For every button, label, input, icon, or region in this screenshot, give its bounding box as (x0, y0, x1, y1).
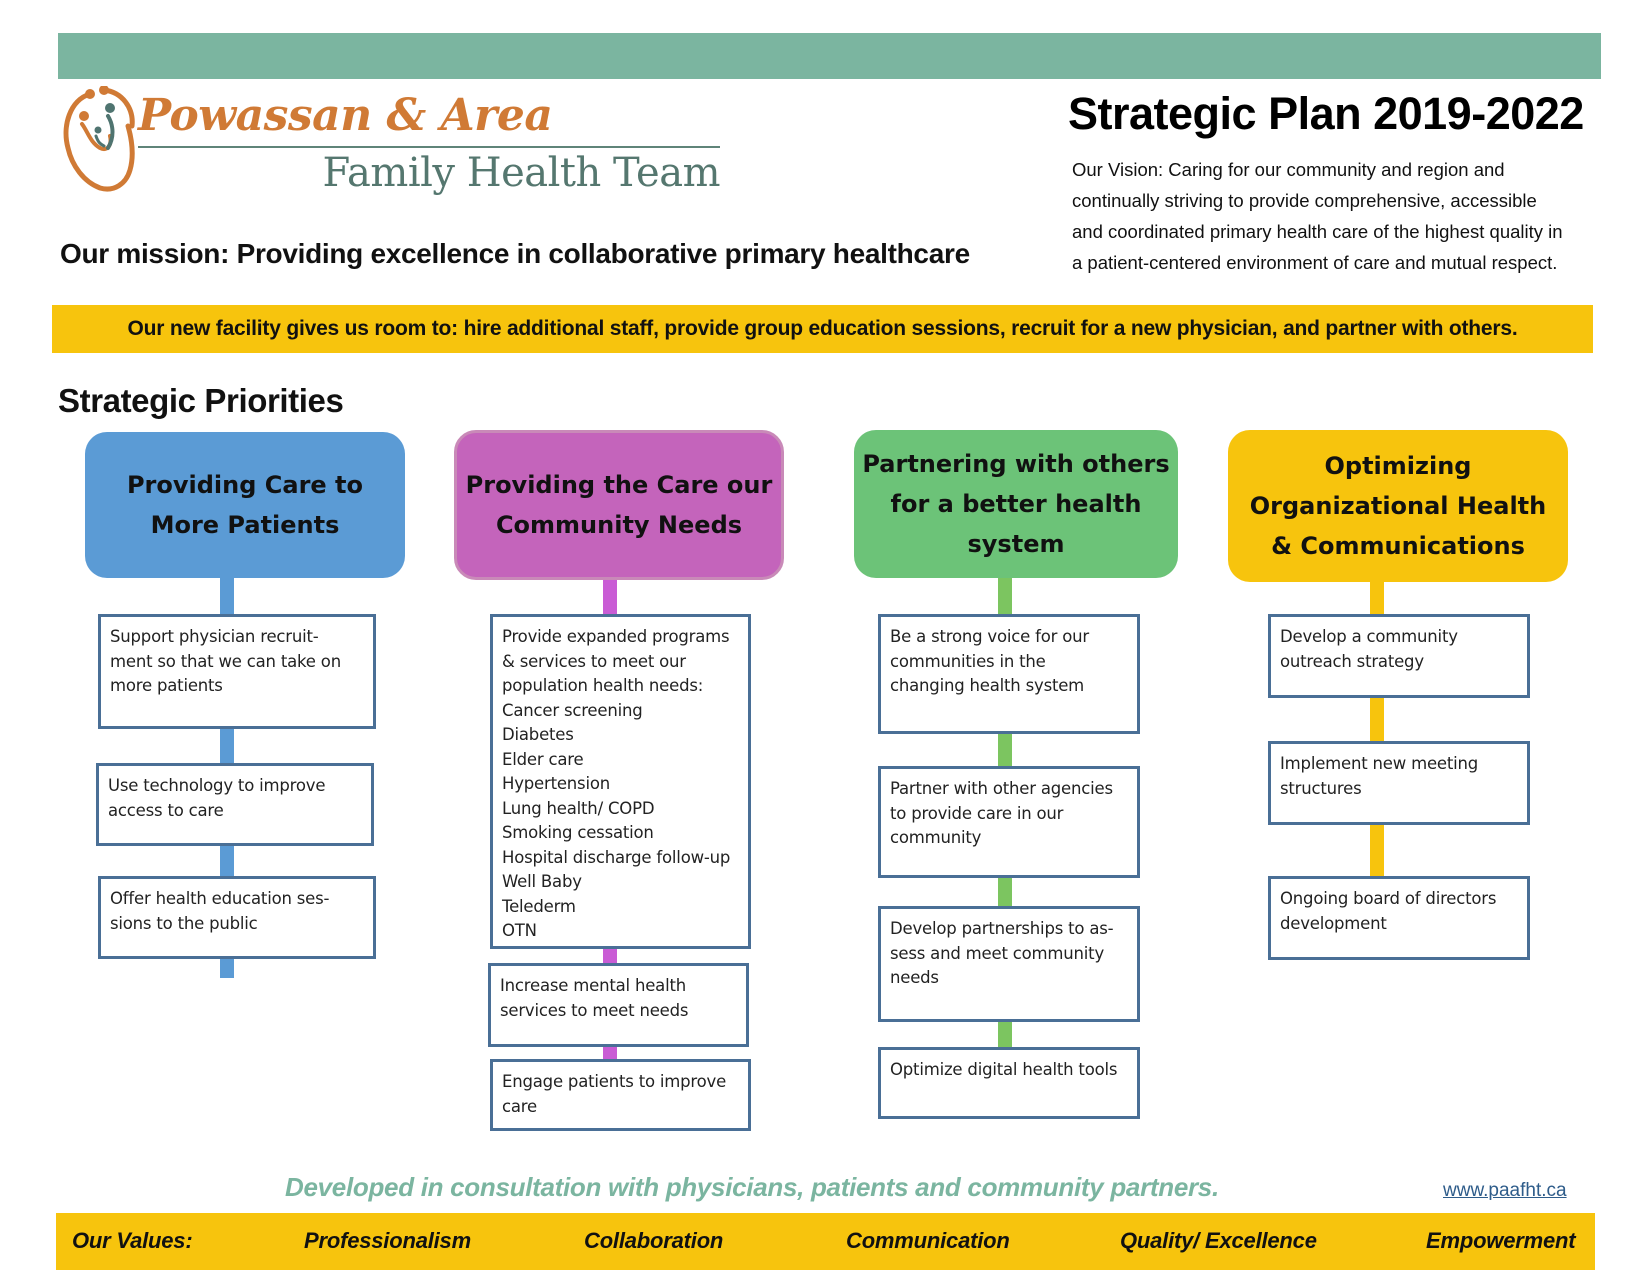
item-line: access to care (108, 800, 224, 820)
logo-divider (138, 146, 720, 148)
item-line: Telederm (502, 896, 576, 916)
item-line: population health needs: (502, 676, 704, 695)
item-line: sions to the public (110, 913, 258, 933)
priority-item (488, 963, 749, 1047)
item-line: Implement new meeting (1280, 754, 1479, 773)
values-label: Our Values: (72, 1228, 193, 1253)
priority-title-line: Organizational Health (1249, 492, 1547, 520)
item-line: communities in the (890, 651, 1046, 671)
priority-header-organizational-health (1228, 430, 1568, 582)
item-line: services to meet needs (500, 1000, 689, 1020)
item-line: Partner with other agencies (890, 779, 1113, 798)
priority-title-line: Community Needs (495, 511, 743, 539)
logo-title: Powassan & Area (138, 90, 553, 141)
priority-item (96, 763, 374, 846)
priority-item (878, 766, 1140, 878)
facility-banner: Our new facility gives us room to: hire additional staff, provide group education sessions, recruit for a new physician, and partner with others. (52, 305, 1593, 353)
item-line: Hypertension (502, 774, 610, 793)
value-item: Quality/ Excellence (1120, 1228, 1317, 1253)
priority-item (878, 614, 1140, 734)
item-line: & services to meet our (502, 651, 686, 671)
vision-statement (1072, 154, 1612, 278)
item-line: care (502, 1096, 537, 1116)
item-line: Develop a community (1280, 627, 1458, 646)
priority-item (1268, 741, 1530, 825)
item-line: Be a strong voice for our (890, 627, 1090, 646)
item-line: Hospital discharge follow-up (502, 847, 731, 867)
item-line: development (1280, 913, 1387, 933)
item-line: Cancer screening (502, 700, 643, 720)
item-line: sess and meet community (890, 943, 1105, 963)
item-line: Increase mental health (500, 976, 686, 995)
header-accent-bar (58, 33, 1601, 79)
stethoscope-family-icon (60, 86, 140, 196)
website-link[interactable]: www.paafht.ca (1443, 1180, 1567, 1201)
value-item: Empowerment (1426, 1228, 1576, 1253)
priority-header-partnering (854, 430, 1178, 578)
priority-title-line: Partnering with others (862, 450, 1170, 478)
priority-title-line: & Communications (1271, 532, 1525, 560)
consultation-note: Developed in consultation with physicians, patients and community partners. (285, 1172, 1219, 1202)
item-line: outreach strategy (1280, 651, 1424, 671)
priority-item (98, 876, 376, 959)
item-line: Provide expanded programs (502, 627, 730, 646)
item-line: Support physician recruit- (110, 627, 319, 646)
vision-line: a patient-centered environment of care and mutual respect. (1072, 252, 1558, 273)
item-line: changing health system (890, 676, 1085, 695)
item-line: needs (890, 968, 939, 987)
item-line: Offer health education ses- (110, 889, 330, 908)
item-line: Use technology to improve (108, 776, 326, 795)
item-line: OTN (502, 921, 537, 940)
item-line: Well Baby (502, 872, 582, 891)
priority-item (490, 614, 751, 949)
item-line: ment so that we can take on (110, 651, 341, 671)
priority-item (878, 1047, 1140, 1119)
priority-title-line: More Patients (150, 511, 340, 539)
mission-statement: Our mission: Providing excellence in collaborative primary healthcare (60, 238, 970, 269)
item-line: structures (1280, 778, 1362, 798)
item-line: Engage patients to improve (502, 1072, 727, 1091)
item-line: Ongoing board of directors (1280, 889, 1497, 908)
logo-subtitle: Family Health Team (322, 150, 720, 196)
priority-header-community-needs (454, 430, 784, 580)
item-line: more patients (110, 676, 223, 695)
values-bar (56, 1213, 1595, 1270)
priority-title-line: Providing the Care our (465, 471, 773, 499)
priority-title-line: Providing Care to (126, 471, 364, 499)
value-item: Collaboration (584, 1228, 724, 1253)
item-line: Diabetes (502, 725, 574, 744)
value-item: Professionalism (304, 1228, 471, 1253)
priority-item (1268, 876, 1530, 960)
vision-line: and coordinated primary health care of the highest quality in (1072, 221, 1563, 242)
page-title: Strategic Plan 2019-2022 (1068, 88, 1584, 139)
item-line: community (890, 828, 982, 847)
priority-item (1268, 614, 1530, 698)
priority-item (490, 1059, 751, 1131)
priority-title-line: system (967, 530, 1065, 558)
priority-item (98, 614, 376, 729)
priority-title-line: Optimizing (1324, 452, 1472, 480)
vision-line: Our Vision: Caring for our community and region and (1072, 159, 1505, 180)
item-line: Optimize digital health tools (890, 1060, 1118, 1079)
priority-header-care-more-patients (85, 432, 405, 578)
section-title-strategic-priorities: Strategic Priorities (58, 382, 344, 419)
item-line: to provide care in our (890, 803, 1064, 823)
priority-item (878, 906, 1140, 1022)
priority-title-line: for a better health (890, 490, 1142, 518)
vision-line: continually striving to provide comprehensive, accessible (1072, 190, 1537, 211)
item-line: Elder care (502, 749, 584, 769)
item-line: Develop partnerships to as- (890, 919, 1114, 938)
item-line: Lung health/ COPD (502, 798, 655, 818)
value-item: Communication (846, 1228, 1010, 1253)
item-line: Smoking cessation (502, 823, 654, 842)
logo (60, 84, 730, 199)
